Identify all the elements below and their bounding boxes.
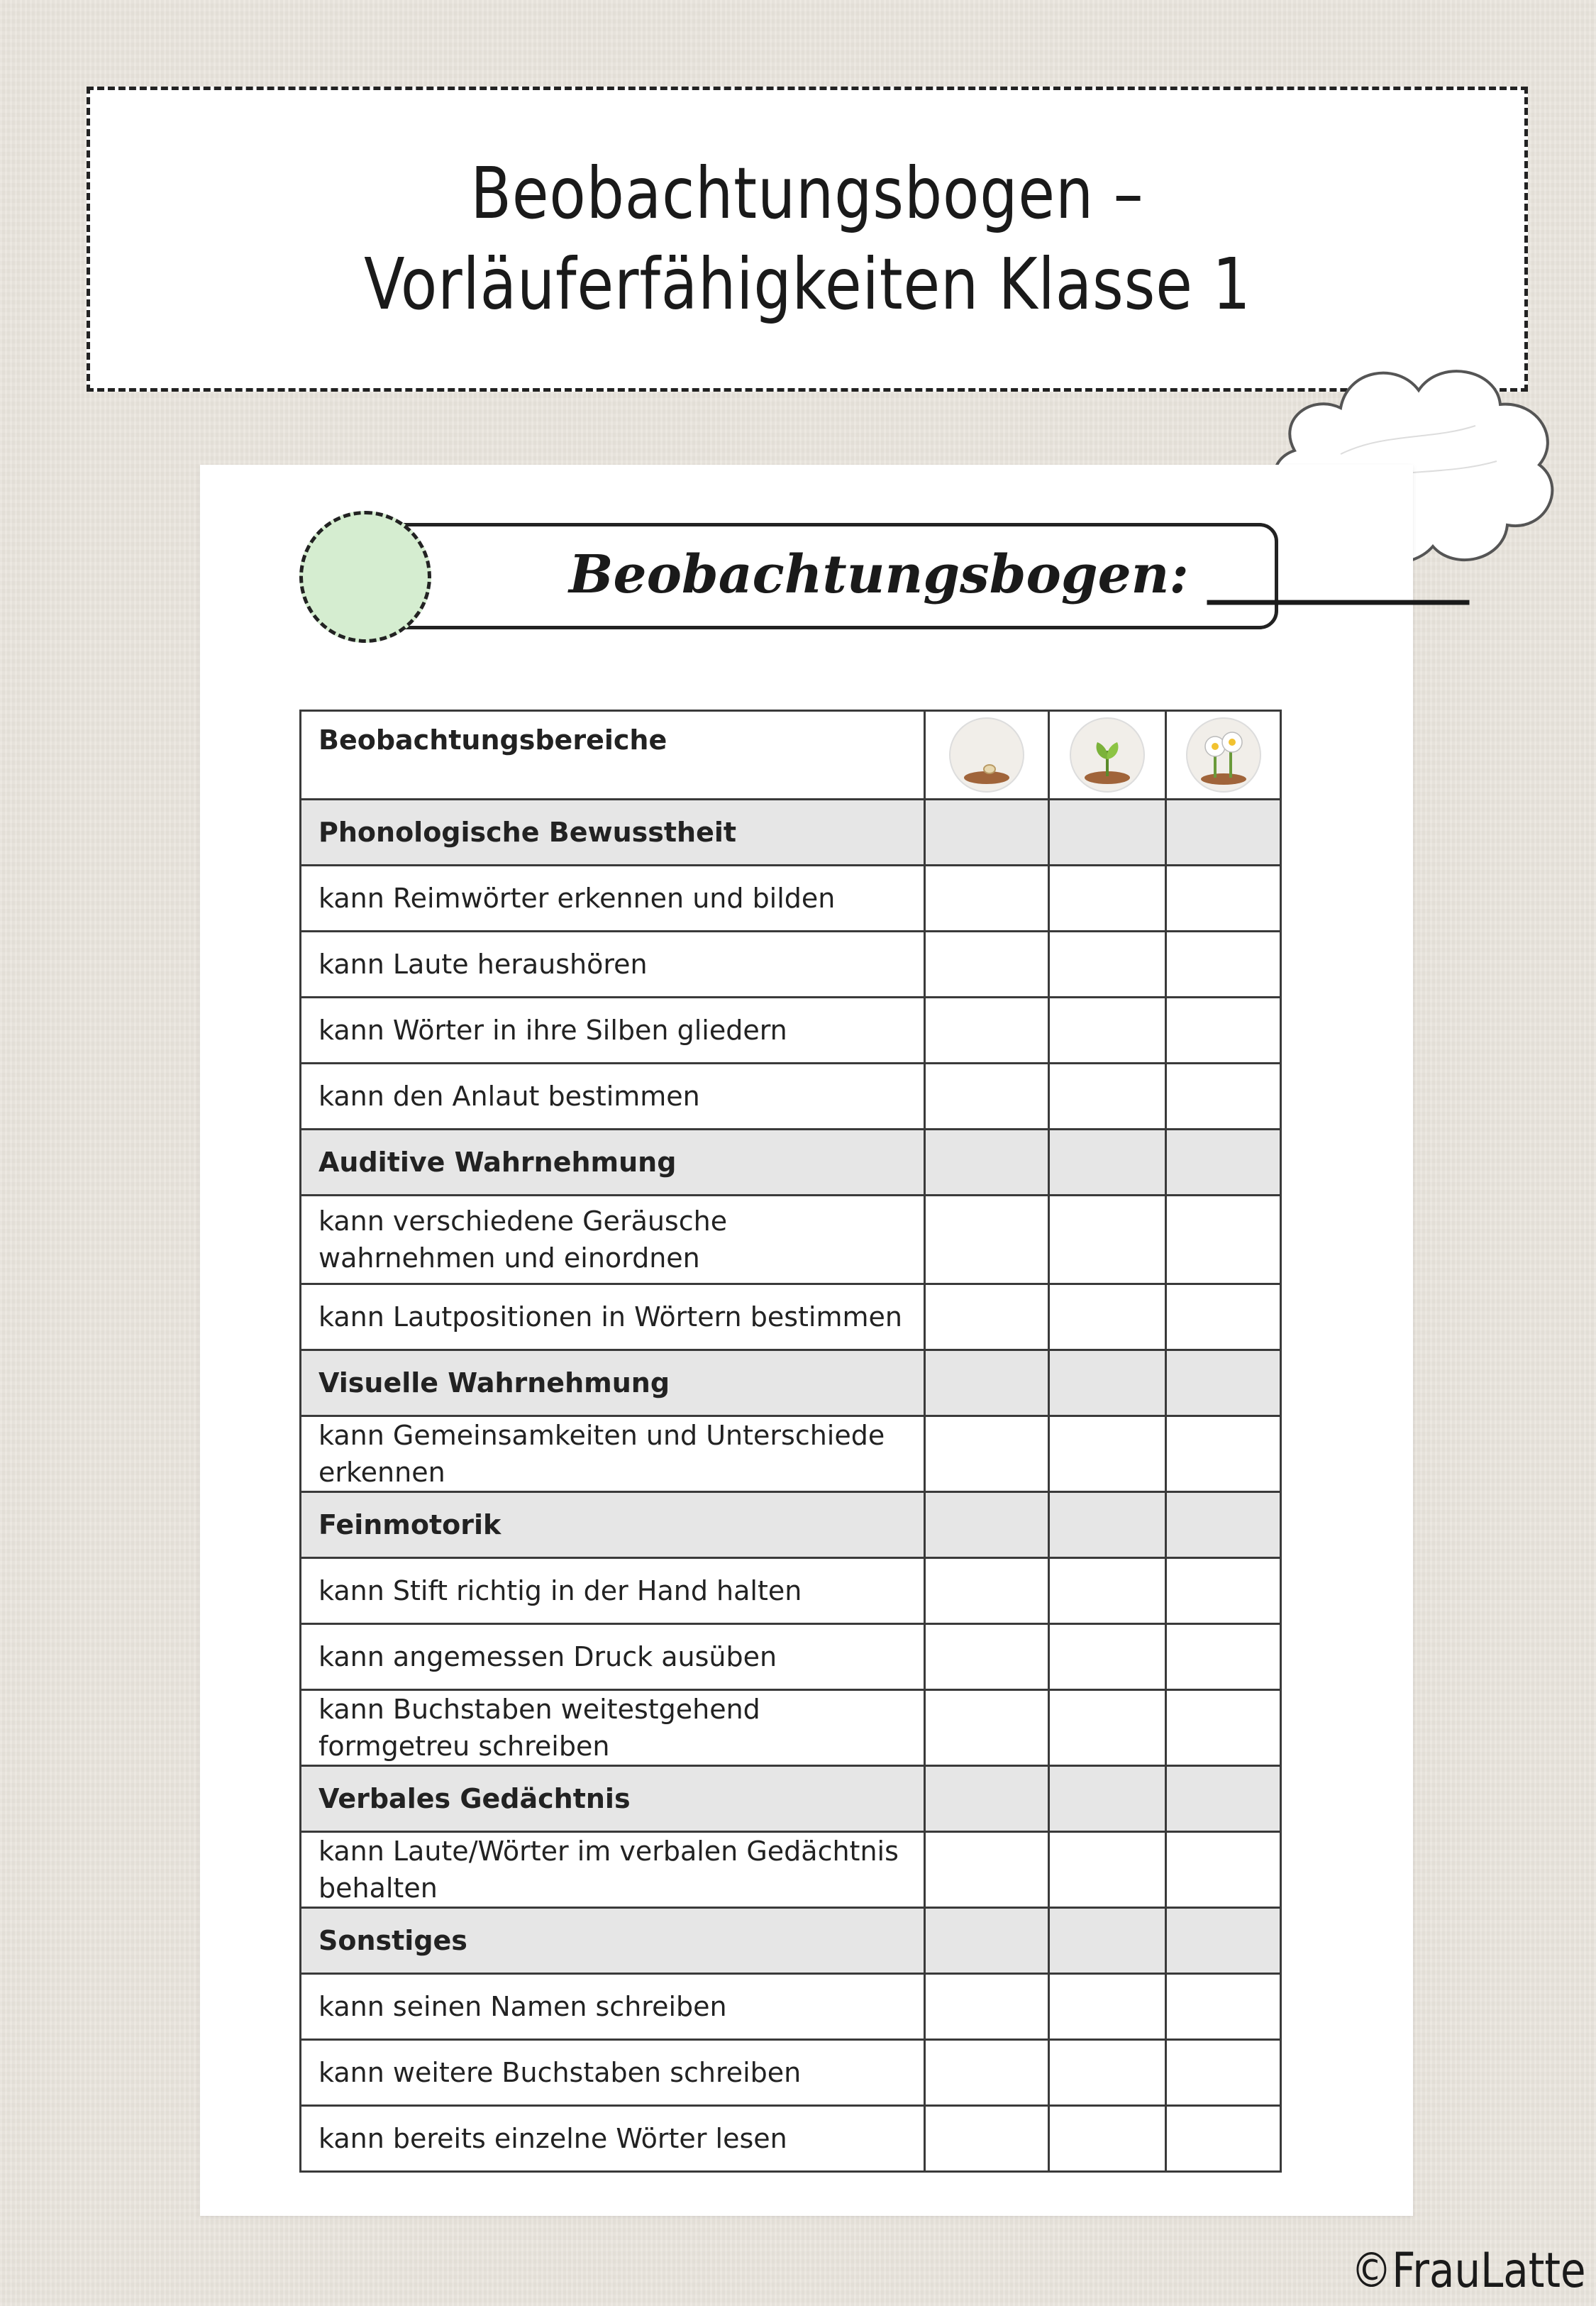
category-row <box>301 800 1281 866</box>
category-row <box>301 1766 1281 1832</box>
table-row <box>301 1558 1281 1624</box>
table-row <box>301 1974 1281 2040</box>
item-label: kann Reimwörter erkennen und bilden <box>301 866 925 932</box>
table-row <box>301 1064 1281 1130</box>
category-row <box>301 1492 1281 1558</box>
rating-cell-level-2[interactable] <box>1049 1832 1166 1908</box>
rating-cell-level-2[interactable] <box>1049 1974 1166 2040</box>
rating-cell-level-1[interactable] <box>925 1832 1049 1908</box>
item-label: kann verschiedene Geräusche wahrnehmen und einordnen <box>301 1196 925 1284</box>
item-label: kann Wörter in ihre Silben gliedern <box>301 998 925 1064</box>
rating-cell-level-1[interactable] <box>925 1974 1049 2040</box>
rating-cell-level-2[interactable] <box>1049 932 1166 998</box>
rating-cell-level-3[interactable] <box>1166 1690 1281 1766</box>
item-label: kann seinen Namen schreiben <box>301 1974 925 2040</box>
rating-cell-level-3[interactable] <box>1166 1558 1281 1624</box>
rating-cell-level-2 <box>1049 1492 1166 1558</box>
rating-cell-level-3 <box>1166 1908 1281 1974</box>
rating-cell-level-2 <box>1049 1766 1166 1832</box>
rating-cell-level-3[interactable] <box>1166 1832 1281 1908</box>
rating-cell-level-1[interactable] <box>925 1558 1049 1624</box>
seed-icon <box>948 717 1025 793</box>
rating-cell-level-1[interactable] <box>925 1196 1049 1284</box>
rating-cell-level-1 <box>925 1766 1049 1832</box>
category-label: Sonstiges <box>301 1908 925 1974</box>
category-row <box>301 1908 1281 1974</box>
rating-cell-level-2[interactable] <box>1049 2040 1166 2106</box>
rating-cell-level-1 <box>925 1130 1049 1196</box>
table-row <box>301 2040 1281 2106</box>
rating-cell-level-2 <box>1049 800 1166 866</box>
rating-cell-level-1 <box>925 1908 1049 1974</box>
rating-cell-level-3[interactable] <box>1166 1284 1281 1350</box>
item-label: kann den Anlaut bestimmen <box>301 1064 925 1130</box>
level-3-header <box>1166 711 1281 800</box>
rating-cell-level-3[interactable] <box>1166 2106 1281 2172</box>
observation-table <box>299 710 1282 2173</box>
rating-cell-level-2[interactable] <box>1049 1416 1166 1492</box>
rating-cell-level-1[interactable] <box>925 1284 1049 1350</box>
rating-cell-level-1[interactable] <box>925 932 1049 998</box>
observation-sheet <box>200 465 1470 2216</box>
item-label: kann Buchstaben weitestgehend formgetreu schreiben <box>301 1690 925 1766</box>
rating-cell-level-2[interactable] <box>1049 866 1166 932</box>
level-2-header <box>1049 711 1166 800</box>
table-header-label: Beobachtungsbereiche <box>301 711 925 800</box>
rating-cell-level-3[interactable] <box>1166 1196 1281 1284</box>
rating-cell-level-3[interactable] <box>1166 2040 1281 2106</box>
rating-cell-level-2 <box>1049 1908 1166 1974</box>
rating-cell-level-1 <box>925 1492 1049 1558</box>
item-label: kann Gemeinsamkeiten und Unterschiede erkennen <box>301 1416 925 1492</box>
rating-cell-level-2[interactable] <box>1049 998 1166 1064</box>
title-line-2: Vorläuferfähigkeiten Klasse 1 <box>363 243 1251 326</box>
flower-icon <box>1185 717 1262 793</box>
table-row <box>301 998 1281 1064</box>
rating-cell-level-3 <box>1166 800 1281 866</box>
rating-cell-level-1[interactable] <box>925 1624 1049 1690</box>
category-label: Feinmotorik <box>301 1492 925 1558</box>
category-row <box>301 1350 1281 1416</box>
rating-cell-level-3[interactable] <box>1166 1624 1281 1690</box>
table-header-row <box>301 711 1281 800</box>
table-body <box>301 800 1281 2172</box>
rating-cell-level-1[interactable] <box>925 1416 1049 1492</box>
item-label: kann Lautpositionen in Wörtern bestimmen <box>301 1284 925 1350</box>
category-row <box>301 1130 1281 1196</box>
item-label: kann bereits einzelne Wörter lesen <box>301 2106 925 2172</box>
rating-cell-level-2 <box>1049 1130 1166 1196</box>
rating-cell-level-2 <box>1049 1350 1166 1416</box>
sheet-header-label: Beobachtungsbogen: __________ <box>569 544 1470 605</box>
rating-cell-level-2[interactable] <box>1049 1284 1166 1350</box>
rating-cell-level-3[interactable] <box>1166 1974 1281 2040</box>
sprout-icon <box>1069 717 1146 793</box>
rating-cell-level-3 <box>1166 1130 1281 1196</box>
rating-cell-level-1 <box>925 800 1049 866</box>
rating-cell-level-3 <box>1166 1350 1281 1416</box>
table-row <box>301 1416 1281 1492</box>
rating-cell-level-1[interactable] <box>925 866 1049 932</box>
category-label: Auditive Wahrnehmung <box>301 1130 925 1196</box>
category-label: Phonologische Bewusstheit <box>301 800 925 866</box>
table-row <box>301 932 1281 998</box>
table-row <box>301 1690 1281 1766</box>
rating-cell-level-3 <box>1166 1766 1281 1832</box>
rating-cell-level-2[interactable] <box>1049 2106 1166 2172</box>
table-row <box>301 2106 1281 2172</box>
category-label: Verbales Gedächtnis <box>301 1766 925 1832</box>
table-row <box>301 866 1281 932</box>
name-circle <box>299 511 431 643</box>
rating-cell-level-1[interactable] <box>925 998 1049 1064</box>
level-1-header <box>925 711 1049 800</box>
table-row <box>301 1624 1281 1690</box>
copyright-credit: ©FrauLatte <box>1351 2243 1586 2299</box>
rating-cell-level-2[interactable] <box>1049 1196 1166 1284</box>
item-label: kann Laute/Wörter im verbalen Gedächtnis behalten <box>301 1832 925 1908</box>
table-row <box>301 1832 1281 1908</box>
rating-cell-level-3[interactable] <box>1166 866 1281 932</box>
item-label: kann Stift richtig in der Hand halten <box>301 1558 925 1624</box>
rating-cell-level-3[interactable] <box>1166 1416 1281 1492</box>
rating-cell-level-3[interactable] <box>1166 998 1281 1064</box>
rating-cell-level-1 <box>925 1350 1049 1416</box>
title-line-1: Beobachtungsbogen – <box>470 152 1144 235</box>
rating-cell-level-2[interactable] <box>1049 1624 1166 1690</box>
rating-cell-level-1[interactable] <box>925 1690 1049 1766</box>
rating-cell-level-3[interactable] <box>1166 932 1281 998</box>
table-row <box>301 1196 1281 1284</box>
item-label: kann Laute heraushören <box>301 932 925 998</box>
rating-cell-level-2[interactable] <box>1049 1064 1166 1130</box>
rating-cell-level-1[interactable] <box>925 1064 1049 1130</box>
rating-cell-level-3[interactable] <box>1166 1064 1281 1130</box>
rating-cell-level-3 <box>1166 1492 1281 1558</box>
table-row <box>301 1284 1281 1350</box>
rating-cell-level-2[interactable] <box>1049 1558 1166 1624</box>
item-label: kann angemessen Druck ausüben <box>301 1624 925 1690</box>
category-label: Visuelle Wahrnehmung <box>301 1350 925 1416</box>
rating-cell-level-2[interactable] <box>1049 1690 1166 1766</box>
item-label: kann weitere Buchstaben schreiben <box>301 2040 925 2106</box>
rating-cell-level-1[interactable] <box>925 2106 1049 2172</box>
rating-cell-level-1[interactable] <box>925 2040 1049 2106</box>
